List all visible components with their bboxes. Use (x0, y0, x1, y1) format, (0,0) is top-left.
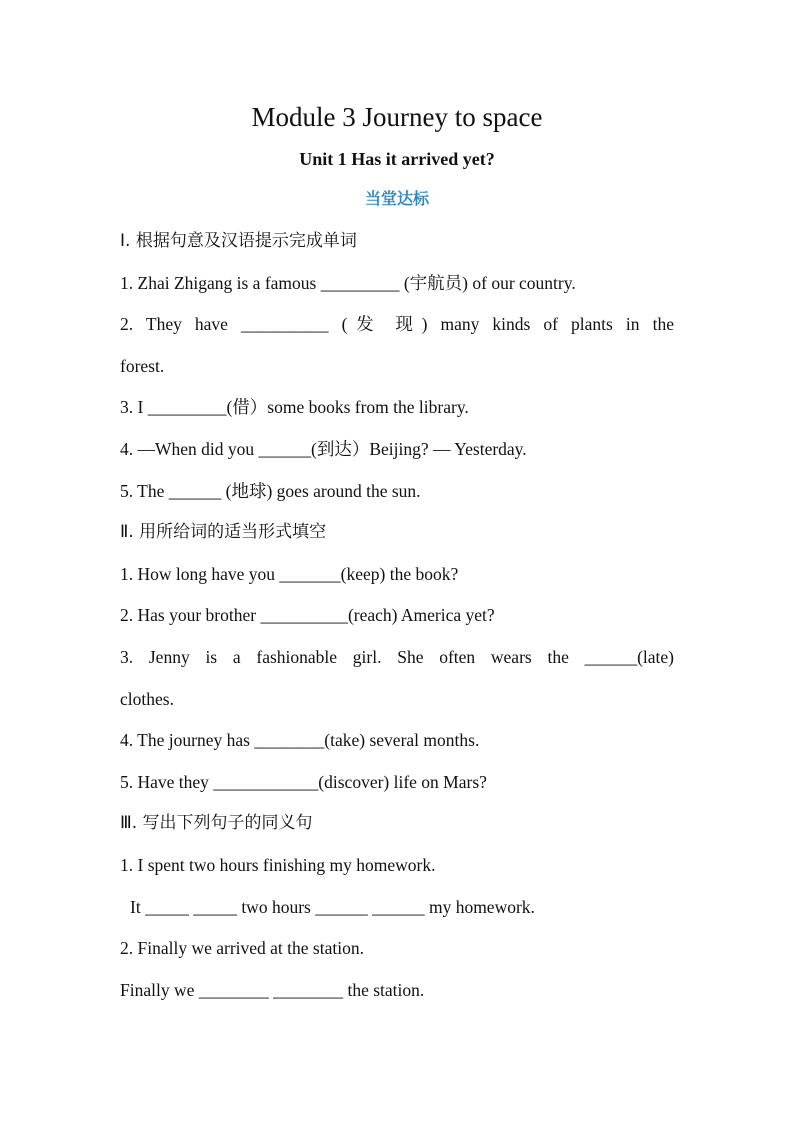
exercise-line: 2. They have __________ (发 现) many kinds of plants in the (120, 314, 674, 335)
section-tag: 当堂达标 (364, 189, 429, 208)
section-heading-2: Ⅱ. 用所给词的适当形式填空 (120, 522, 327, 543)
unit-subtitle: Unit 1 Has it arrived yet? (299, 149, 495, 169)
exercise-line: 5. The ______ (地球) goes around the sun. (120, 480, 421, 501)
exercise-line: 4. —When did you ______(到达）Beijing? — Yesterday. (120, 438, 527, 459)
exercise-line: 1. Zhai Zhigang is a famous _________ (宇航员) of our country. (120, 272, 576, 293)
exercise-line: forest. (120, 355, 165, 376)
exercise-line: 3. I _________(借）some books from the library. (120, 397, 469, 418)
exercise-line: It _____ _____ two hours ______ ______ my homework. (130, 896, 535, 917)
exercise-line: 5. Have they ____________(discover) life on Mars? (120, 771, 487, 792)
page-title: Module 3 Journey to space (251, 102, 543, 132)
exercise-line: clothes. (120, 688, 174, 709)
exercise-line: 2. Finally we arrived at the station. (120, 938, 364, 959)
exercise-line: 2. Has your brother __________(reach) America yet? (120, 605, 495, 626)
exercise-line: 3. Jenny is a fashionable girl. She often wears the ______(late) (120, 646, 674, 667)
exercise-line: 1. How long have you _______(keep) the book? (120, 563, 459, 584)
exercise-line: 1. I spent two hours finishing my homework. (120, 854, 436, 875)
section-heading-3: Ⅲ. 写出下列句子的同义句 (120, 813, 313, 834)
exercise-content (120, 221, 674, 1011)
exercise-line: Finally we ________ ________ the station. (120, 979, 425, 1000)
exercise-line: 4. The journey has ________(take) several months. (120, 730, 480, 751)
section-heading-1: Ⅰ. 根据句意及汉语提示完成单词 (120, 231, 357, 251)
